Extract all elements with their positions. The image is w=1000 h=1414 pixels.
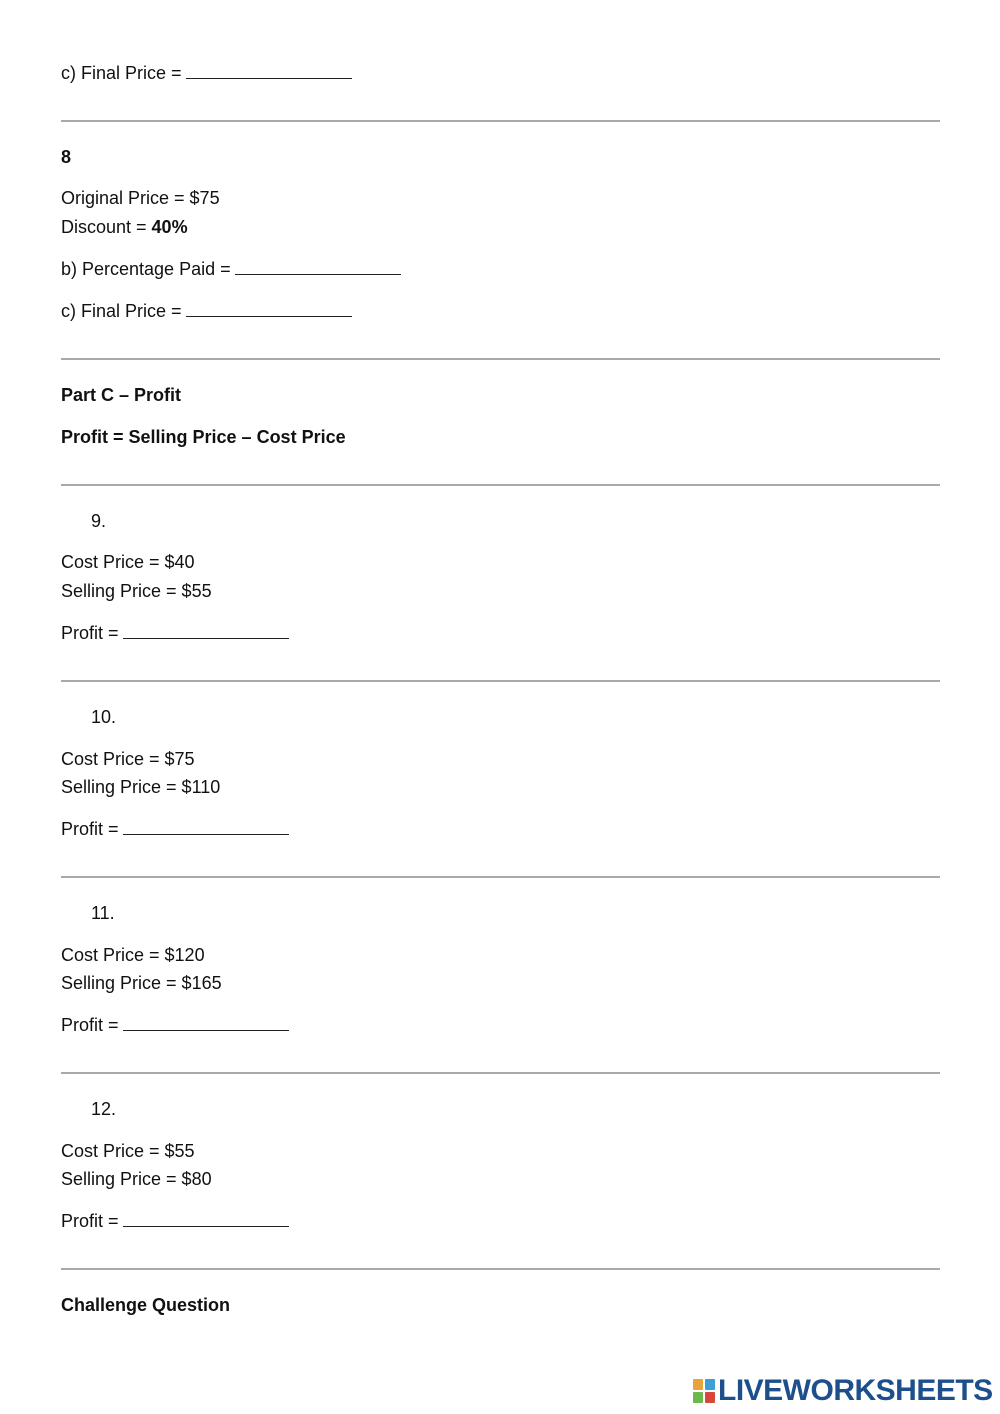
q11-number: 11. — [91, 903, 115, 923]
divider — [61, 484, 940, 486]
liveworksheets-logo[interactable] — [693, 1374, 993, 1408]
q8-final-price-row — [61, 300, 352, 322]
divider — [61, 120, 940, 122]
q7-final-price-row — [61, 62, 352, 84]
divider — [61, 876, 940, 878]
q10-cost-price: Cost Price = $75 — [61, 749, 195, 769]
q8-percentage-paid-blank[interactable] — [235, 260, 401, 275]
q12-selling-price: Selling Price = $80 — [61, 1169, 212, 1189]
q9-selling-price: Selling Price = $55 — [61, 581, 212, 601]
q11-profit-row — [61, 1014, 289, 1036]
q10-profit-label: Profit = — [61, 819, 119, 839]
q12-cost-price: Cost Price = $55 — [61, 1141, 195, 1161]
q8-discount-label: Discount = — [61, 217, 152, 237]
q9-number: 9. — [91, 511, 107, 531]
q8-percentage-paid-row — [61, 258, 401, 280]
divider — [61, 680, 940, 682]
q11-profit-blank[interactable] — [123, 1016, 289, 1031]
divider — [61, 1268, 940, 1270]
q7-final-price-label: c) Final Price = — [61, 63, 182, 83]
q11-cost-price: Cost Price = $120 — [61, 945, 205, 965]
divider — [61, 358, 940, 360]
q12-profit-blank[interactable] — [123, 1212, 289, 1227]
part-c-formula: Profit = Selling Price – Cost Price — [61, 427, 346, 447]
part-c-heading: Part C – Profit — [61, 385, 182, 405]
q12-profit-row — [61, 1210, 289, 1232]
q9-cost-price: Cost Price = $40 — [61, 552, 195, 572]
q8-percentage-paid-label: b) Percentage Paid = — [61, 259, 231, 279]
q8-final-price-label: c) Final Price = — [61, 301, 182, 321]
q9-profit-row — [61, 622, 289, 644]
q10-profit-blank[interactable] — [123, 820, 289, 835]
q10-profit-row — [61, 818, 289, 840]
q12-profit-label: Profit = — [61, 1211, 119, 1231]
q11-profit-label: Profit = — [61, 1015, 119, 1035]
q10-number: 10. — [91, 707, 117, 727]
q9-profit-label: Profit = — [61, 623, 119, 643]
divider — [61, 1072, 940, 1074]
liveworksheets-logo-icon — [693, 1379, 715, 1403]
liveworksheets-logo-text: LIVEWORKSHEETS — [718, 1374, 993, 1407]
q10-selling-price: Selling Price = $110 — [61, 777, 221, 797]
q8-discount-row — [61, 216, 188, 238]
q7-final-price-blank[interactable] — [186, 64, 352, 79]
q8-final-price-blank[interactable] — [186, 302, 352, 317]
q12-number: 12. — [91, 1099, 117, 1119]
challenge-heading: Challenge Question — [61, 1295, 231, 1315]
q8-number: 8 — [61, 147, 72, 167]
q8-discount-value: 40% — [151, 217, 188, 237]
q11-selling-price: Selling Price = $165 — [61, 973, 222, 993]
q8-original-price: Original Price = $75 — [61, 188, 220, 208]
q9-profit-blank[interactable] — [123, 624, 289, 639]
